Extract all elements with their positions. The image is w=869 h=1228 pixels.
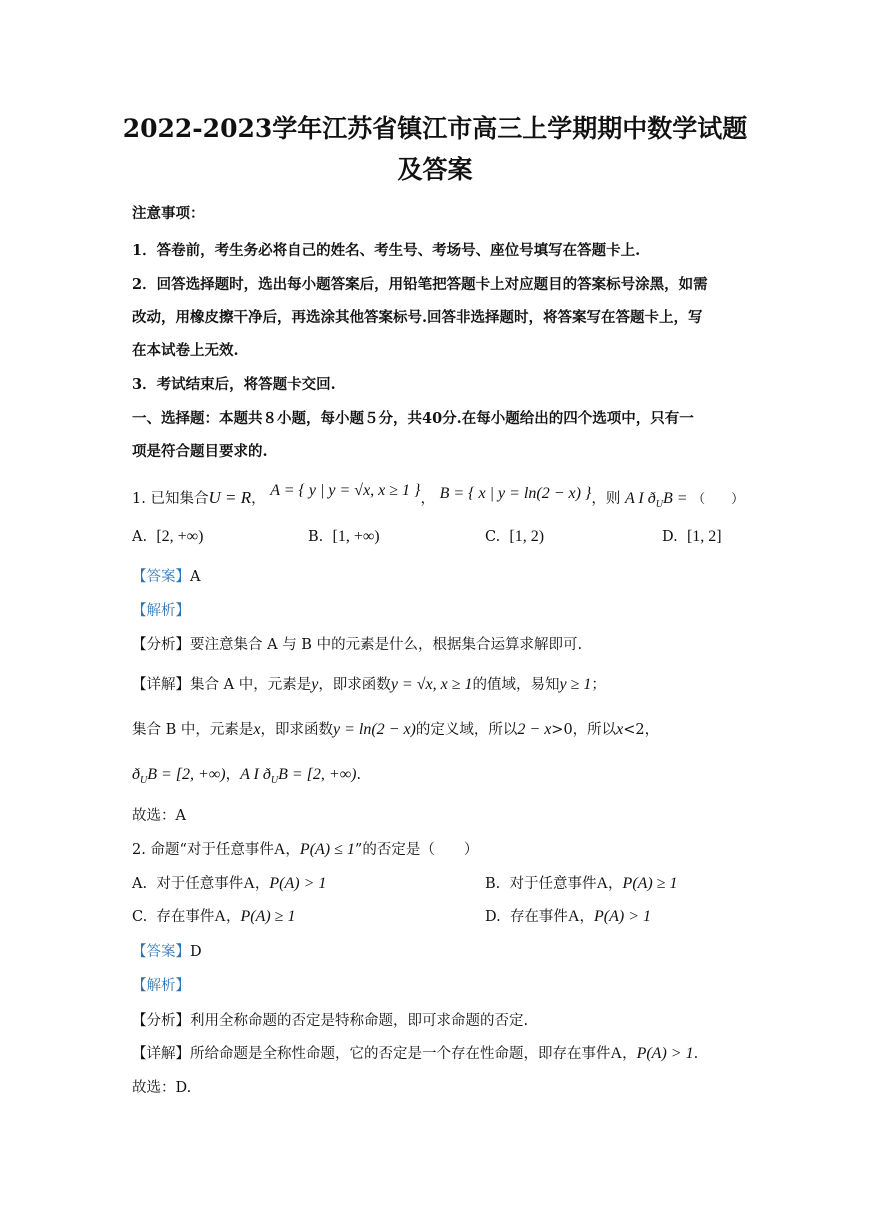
section-heading-cont: 项是符合题目要求的. — [132, 443, 268, 460]
q2-option-b: B. 对于任意事件A，P(A) ≥ 1 — [485, 875, 678, 892]
q1-option-a: A. [2, +∞) — [132, 528, 204, 545]
q2-choose: 故选：D. — [132, 1080, 192, 1096]
q1-expr: A I $ð_UB$ = — [624, 490, 688, 511]
q1-option-c: C. [1, 2) — [485, 528, 545, 545]
notice-item-2-end: 在本试卷上无效. — [132, 342, 239, 359]
q1-set-a: A = { y | y = √x, x ≥ 1 } — [270, 482, 421, 499]
q1-set-b: B = { x | y = ln(2 − x) } — [439, 485, 592, 502]
q1-blank: （ ） — [692, 492, 745, 507]
notice-item-1: 1．答卷前，考生务必将自己的姓名、考生号、考场号、座位号填写在答题卡上. — [132, 242, 641, 259]
q1-option-d: D. [1, 2] — [662, 528, 722, 545]
q1-fenxi: 【分析】要注意集合 A 与 B 中的元素是什么，根据集合运算求解即可. — [132, 637, 583, 653]
q2-answer: 【答案】D — [132, 944, 202, 960]
q1-stem-suffix: ，则 — [591, 491, 621, 507]
q1-detail-2: 集合 B 中，元素是x，即求函数y = ln(2 − x)的定义域，所以2 − x>0，所以x<2， — [132, 721, 660, 738]
notice-item-2-cont: 改动，用橡皮擦干净后，再选涂其他答案标号.回答非选择题时，将答案写在答题卡上，写 — [132, 309, 703, 326]
q1-option-b: B. [1, +∞) — [308, 528, 380, 545]
q2-option-d: D. 存在事件A，P(A) > 1 — [485, 908, 651, 925]
notice-item-3: 3．考试结束后，将答题卡交回. — [132, 376, 336, 393]
q2-analysis-tag: 【解析】 — [132, 978, 190, 994]
q1-set-u: U = R — [208, 488, 252, 507]
q1-choose: 故选：A — [132, 808, 186, 824]
section-heading: 一、选择题：本题共８小题，每小题５分，共40分.在每小题给出的四个选项中，只有一 — [132, 410, 694, 427]
q1-stem: 1. 已知集合U = R， A = { y | y = √x, x ≥ 1 }， B = { x | y = ln(2 − x) }，则 A I $ð_UB$ = （ ） — [132, 482, 745, 511]
notice-item-2: 2．回答选择题时，选出每小题答案后，用铅笔把答题卡上对应题目的答案标号涂黑，如需 — [132, 276, 708, 293]
q2-option-c: C. 存在事件A，P(A) ≥ 1 — [132, 908, 296, 925]
q1-detail-1: 【详解】集合 A 中，元素是y，即求函数y = √x, x ≥ 1的值域，易知y ≥ 1； — [132, 676, 606, 693]
q2-detail: 【详解】所给命题是全称性命题，它的否定是一个存在性命题，即存在事件A，P(A) > 1. — [132, 1045, 699, 1062]
page-title: 2022-2023学年江苏省镇江市高三上学期期中数学试题及答案 — [122, 114, 748, 184]
q2-option-a: A. 对于任意事件A，P(A) > 1 — [132, 875, 327, 892]
q1-detail-3: $ð_UB = [2$, +∞)，A I $ð_UB = [2$, +∞). — [132, 766, 362, 787]
q1-answer: 【答案】A — [132, 569, 201, 585]
q2-fenxi: 【分析】利用全称命题的否定是特称命题，即可求命题的否定. — [132, 1013, 529, 1029]
q1-stem-prefix: 1. 已知集合 — [132, 491, 209, 507]
q2-stem: 2. 命题“对于任意事件A，P(A) ≤ 1”的否定是（ ） — [132, 841, 479, 858]
q1-analysis-tag: 【解析】 — [132, 603, 190, 619]
notice-heading: 注意事项： — [132, 205, 205, 222]
